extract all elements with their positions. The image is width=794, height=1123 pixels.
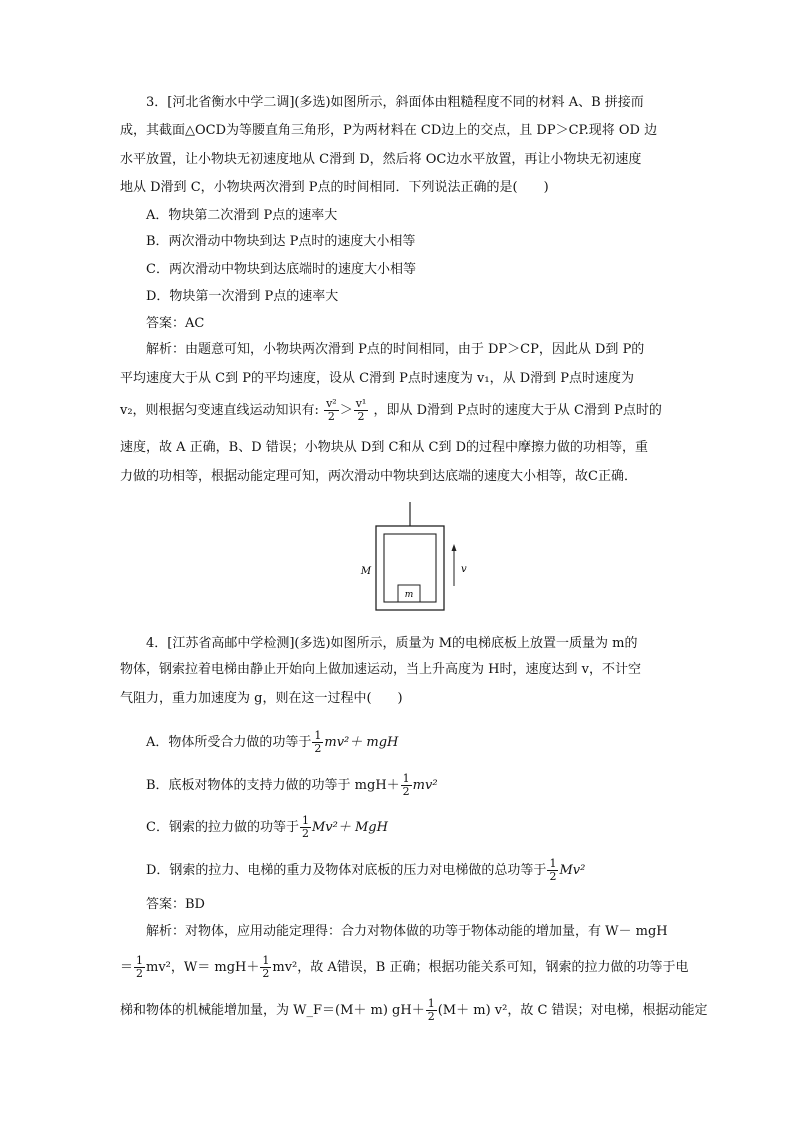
- fraction-numerator: 1: [262, 954, 270, 967]
- fraction-denominator: 2: [357, 410, 365, 423]
- q4-explanation-line-2: [120, 955, 688, 980]
- label-m: m: [404, 590, 414, 600]
- label-M: M: [360, 566, 372, 577]
- q4-exp3-text-b: (M＋ m) v²，故 C 错误；对电梯，根据动能定: [437, 1003, 708, 1018]
- q4-option-a: [146, 730, 398, 755]
- elevator-diagram: [330, 500, 490, 612]
- fraction-denominator: 2: [314, 742, 322, 755]
- fraction-denominator: 2: [301, 827, 309, 840]
- fraction-numerator: 1: [402, 772, 410, 785]
- fraction-numerator: 1: [549, 857, 557, 870]
- q4-option-c-text: C．钢索的拉力做的功等于: [146, 820, 299, 835]
- q3-explanation-line-1: 解析：由题意可知，小物块两次滑到 P点的时间相同，由于 DP＞CP，因此从 D到 P的: [146, 342, 645, 357]
- q3-explanation-line-3: [120, 398, 662, 423]
- q4-option-c-formula: Mv²＋ MgH: [311, 820, 388, 835]
- q3-stem-line-2: 成，其截面△OCD为等腰直角三角形，P为两材料在 CD边上的交点，且 DP＞CP.现将 OD 边: [120, 123, 658, 138]
- q4-exp3-text-a: 梯和物体的机械能增加量，为 W_F＝(M＋ m) gH＋: [120, 1003, 425, 1018]
- fraction-denominator: 2: [327, 410, 335, 423]
- q4-option-d-formula: Mv²: [559, 863, 586, 878]
- label-v: v: [461, 564, 467, 575]
- fraction-one-half: [426, 998, 437, 1023]
- fraction-one-half: [300, 815, 311, 840]
- q3-option-b: B．两次滑动中物块到达 P点时的速度大小相等: [146, 234, 416, 249]
- fraction-denominator: 2: [136, 967, 144, 980]
- q4-option-a-text: A．物体所受合力做的功等于: [146, 735, 312, 750]
- q4-explanation-line-1: 解析：对物体，应用动能定理得：合力对物体做的功等于物体动能的增加量，有 W－ mgH: [146, 924, 668, 939]
- q4-exp2-text-a: ＝: [120, 960, 134, 975]
- velocity-arrow-head: [452, 544, 457, 551]
- q4-answer: 答案：BD: [146, 897, 205, 912]
- q3-stem-line-1: 3．[河北省衡水中学二调](多选)如图所示，斜面体由粗糙程度不同的材料 A、B 拼接而: [146, 95, 644, 110]
- greater-than-sign: ＞: [339, 403, 353, 418]
- fraction-one-half: [401, 773, 412, 798]
- q4-exp2-text-b: mv²，W＝ mgH＋: [146, 960, 260, 975]
- fraction-numerator: v¹: [355, 397, 367, 410]
- q4-option-b: [146, 773, 438, 798]
- fraction-one-half: [260, 955, 271, 980]
- q3-explanation-line-4: 速度，故 A 正确，B、D 错误；小物块从 D到 C和从 C到 D的过程中摩擦力做的功相等，重: [120, 440, 649, 455]
- q3-exp3-text-a: v₂，则根据匀变速直线运动知识有:: [120, 403, 319, 418]
- q3-option-c: C．两次滑动中物块到达底端时的速度大小相等: [146, 262, 416, 277]
- q4-explanation-line-3: [120, 998, 708, 1023]
- q3-stem-line-3: 水平放置，让小物块无初速度地从 C滑到 D，然后将 OC边水平放置，再让小物块无初速度: [120, 152, 642, 167]
- q4-option-b-formula: mv²: [412, 778, 438, 793]
- fraction-one-half: [547, 858, 558, 883]
- q4-option-d-text: D．钢索的拉力、电梯的重力及物体对底板的压力对电梯做的总功等于: [146, 863, 547, 878]
- fraction-numerator: 1: [314, 729, 322, 742]
- fraction-one-half: [312, 730, 323, 755]
- q4-option-b-text: B．底板对物体的支持力做的功等于 mgH＋: [146, 778, 400, 793]
- fraction-numerator: 1: [427, 997, 435, 1010]
- fraction-v2-over-2: [324, 398, 339, 423]
- q3-option-a: A．物块第二次滑到 P点的速率大: [146, 208, 338, 223]
- q3-answer: 答案：AC: [146, 316, 205, 331]
- q3-explanation-line-2: 平均速度大于从 C到 P的平均速度，设从 C滑到 P点时速度为 v₁，从 D滑到 P点时速度为: [120, 371, 635, 386]
- q4-option-c: [146, 815, 388, 840]
- fraction-denominator: 2: [427, 1010, 435, 1023]
- fraction-numerator: 1: [301, 814, 309, 827]
- fraction-denominator: 2: [262, 967, 270, 980]
- fraction-numerator: v²: [326, 397, 337, 410]
- q4-option-a-formula: mv²＋ mgH: [324, 735, 399, 750]
- q4-stem-line-1: 4．[江苏省高邮中学检测](多选)如图所示，质量为 M的电梯底板上放置一质量为 m的: [146, 636, 638, 651]
- q4-stem-line-2: 物体，钢索拉着电梯由静止开始向上做加速运动，当上升高度为 H时，速度达到 v，不计空: [120, 662, 641, 677]
- q3-exp3-text-b: ，即从 D滑到 P点时的速度大于从 C滑到 P点时的: [373, 403, 662, 418]
- q3-explanation-line-5: 力做的功相等，根据动能定理可知，两次滑动中物块到达底端的速度大小相等，故C正确．: [120, 469, 637, 484]
- fraction-denominator: 2: [549, 870, 557, 883]
- fraction-v1-over-2: [354, 398, 369, 423]
- fraction-one-half: [134, 955, 145, 980]
- q3-option-d: D．物块第一次滑到 P点的速率大: [146, 289, 339, 304]
- q4-exp2-text-c: mv²，故 A错误，B 正确；根据功能关系可知，钢索的拉力做的功等于电: [272, 960, 689, 975]
- q4-stem-line-3: 气阻力，重力加速度为 g，则在这一过程中( ): [120, 691, 403, 706]
- q3-stem-line-4: 地从 D滑到 C，小物块两次滑到 P点的时间相同．下列说法正确的是( ): [120, 180, 549, 195]
- fraction-denominator: 2: [402, 785, 410, 798]
- q4-option-d: [146, 858, 585, 883]
- fraction-numerator: 1: [136, 954, 144, 967]
